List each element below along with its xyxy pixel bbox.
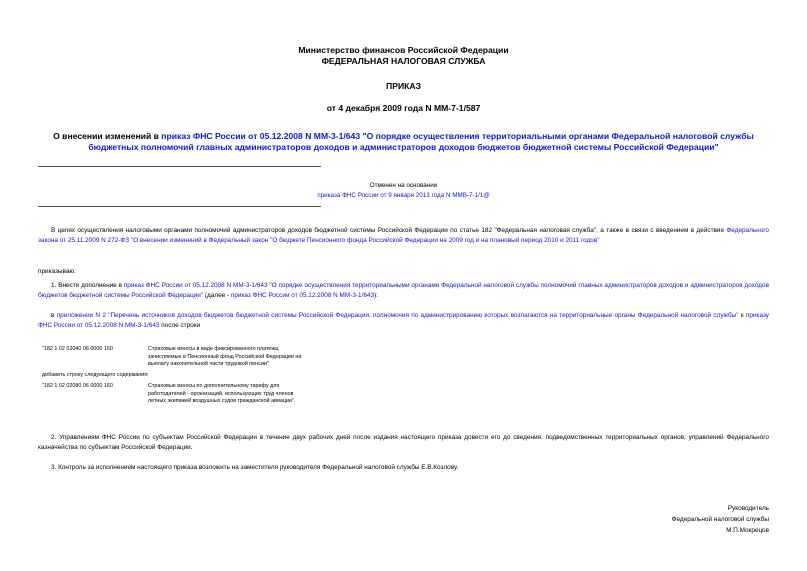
item-2-paragraph: 2. Управлениям ФНС России по субъектам Российской Федерации в течение двух рабочих дней после издания настоящего приказа довести его до сведения: подведомственных территориальных органов; управлений Федерального казначейства по субъектам Российской Федерации. [38, 434, 769, 451]
divider-top [38, 166, 321, 167]
table-row-2-code: "182 1 02 02080 06 0000 160 [42, 383, 113, 389]
item-1-paragraph [38, 281, 769, 301]
document-type: ПРИКАЗ [386, 81, 421, 91]
signature-name: М.П.Мокрецов [726, 527, 769, 534]
title-prefix: О внесении изменений в [53, 131, 162, 141]
table-row-1-desc-line: выплату накопительной части трудовой пенсии" [148, 361, 269, 368]
order-word: приказываю: [38, 268, 76, 275]
item-1-sub-text-2: к [738, 312, 746, 319]
federal-law-link[interactable]: Федерального закона от 25.11.2009 N 272-ФЗ "О внесении изменений в Федеральный закон "О бюджете Пенсионного фонда Российской Федерации на 2009 год и на плановый период 2010 и 2011 годов" [38, 227, 769, 244]
table-row-1-desc-line: зачисляемые в Пенсионный фонд Российской Федерации на [148, 353, 302, 360]
item-1-text: 1. Внести дополнение в [51, 282, 124, 289]
ministry-name: Министерство финансов Российской Федерации [298, 45, 509, 55]
appendix-2-link[interactable]: приложении N 2 "Перечень источников доходов бюджетов бюджетной системы Российской Федерации, полномочия по администрированию которых возлагаются на территориальные органы Федеральной налоговой службы" [56, 312, 739, 319]
table-add-row-label: добавить строку следующего содержания: [42, 372, 149, 378]
document-title [30, 131, 777, 152]
item-1-sub-paragraph [38, 311, 769, 331]
table-row-2-desc-line: работодателей - организаций, использующих труд членов [148, 390, 294, 397]
title-order-name: "О порядке осуществления территориальными органами Федеральной налоговой службы бюджетных полномочий главных администраторов доходов и администраторов доходов бюджетов бюджетной системы Российской Федерации" [88, 131, 754, 152]
table-row-2-desc [148, 383, 368, 406]
table-row-1-desc-line: Страховые взносы в виде фиксированного платежа, [148, 346, 280, 352]
divider-bottom [38, 206, 321, 207]
document-date-number: от 4 декабря 2009 года N ММ-7-1/587 [326, 103, 481, 113]
preamble-text: В целях осуществления налоговыми органами полномочий администраторов доходов бюджетной системы Российской Федерации по статье 182 "Федеральная налоговая служба", а также в связи с введением в действие [51, 227, 727, 234]
item-3-paragraph: 3. Контроль за исполнением настоящего приказа возложить на заместителя руководителя Федеральной налоговой службы Е.В.Козлову. [51, 464, 459, 471]
item-1-sub-text: в [51, 312, 57, 319]
service-name: ФЕДЕРАЛЬНАЯ НАЛОГОВАЯ СЛУЖБА [321, 56, 486, 66]
preamble-paragraph [38, 226, 769, 246]
table-row-1-desc [148, 346, 368, 369]
item-1-sub-text-3: после строки [159, 322, 201, 329]
table-row-2-desc-line: Страховые взносы по дополнительному тарифу для [148, 383, 280, 389]
signature-position: Руководитель [727, 505, 769, 512]
order-appendix-link[interactable]: приказу ФНС России от 05.12.2008 N ММ-3-1/643 [38, 312, 769, 329]
cancel-note-link[interactable]: приказа ФНС России от 9 января 2013 года N ММВ-7-1/1@ [317, 192, 490, 199]
signature-organization: Федеральной налоговой службы [671, 516, 769, 523]
item-1-text-3: ): [374, 292, 378, 299]
table-row-2-desc-line: летных экипажей воздушных судов гражданской авиации". [148, 398, 296, 405]
title-order-link[interactable]: приказ ФНС России от 05.12.2008 N ММ-3-1/643 [161, 131, 361, 141]
item-1-text-2: (далее - [203, 292, 231, 299]
item-1-order-short-link[interactable]: приказ ФНС России от 05.12.2008 N ММ-3-1/643 [230, 292, 375, 299]
item-1-order-link[interactable]: приказ ФНС России от 05.12.2008 N ММ-3-1/643 "О порядке осуществления территориальными органами Федеральной налоговой службы полномочий главных администраторов доходов и администраторов доходов бюджетов бюджетной системы Российской Федерации" [38, 282, 769, 299]
cancel-note-label: Отменен на основании [369, 182, 438, 189]
table-row-1-code: "182 1 02 02040 06 0000 160 [42, 346, 113, 352]
